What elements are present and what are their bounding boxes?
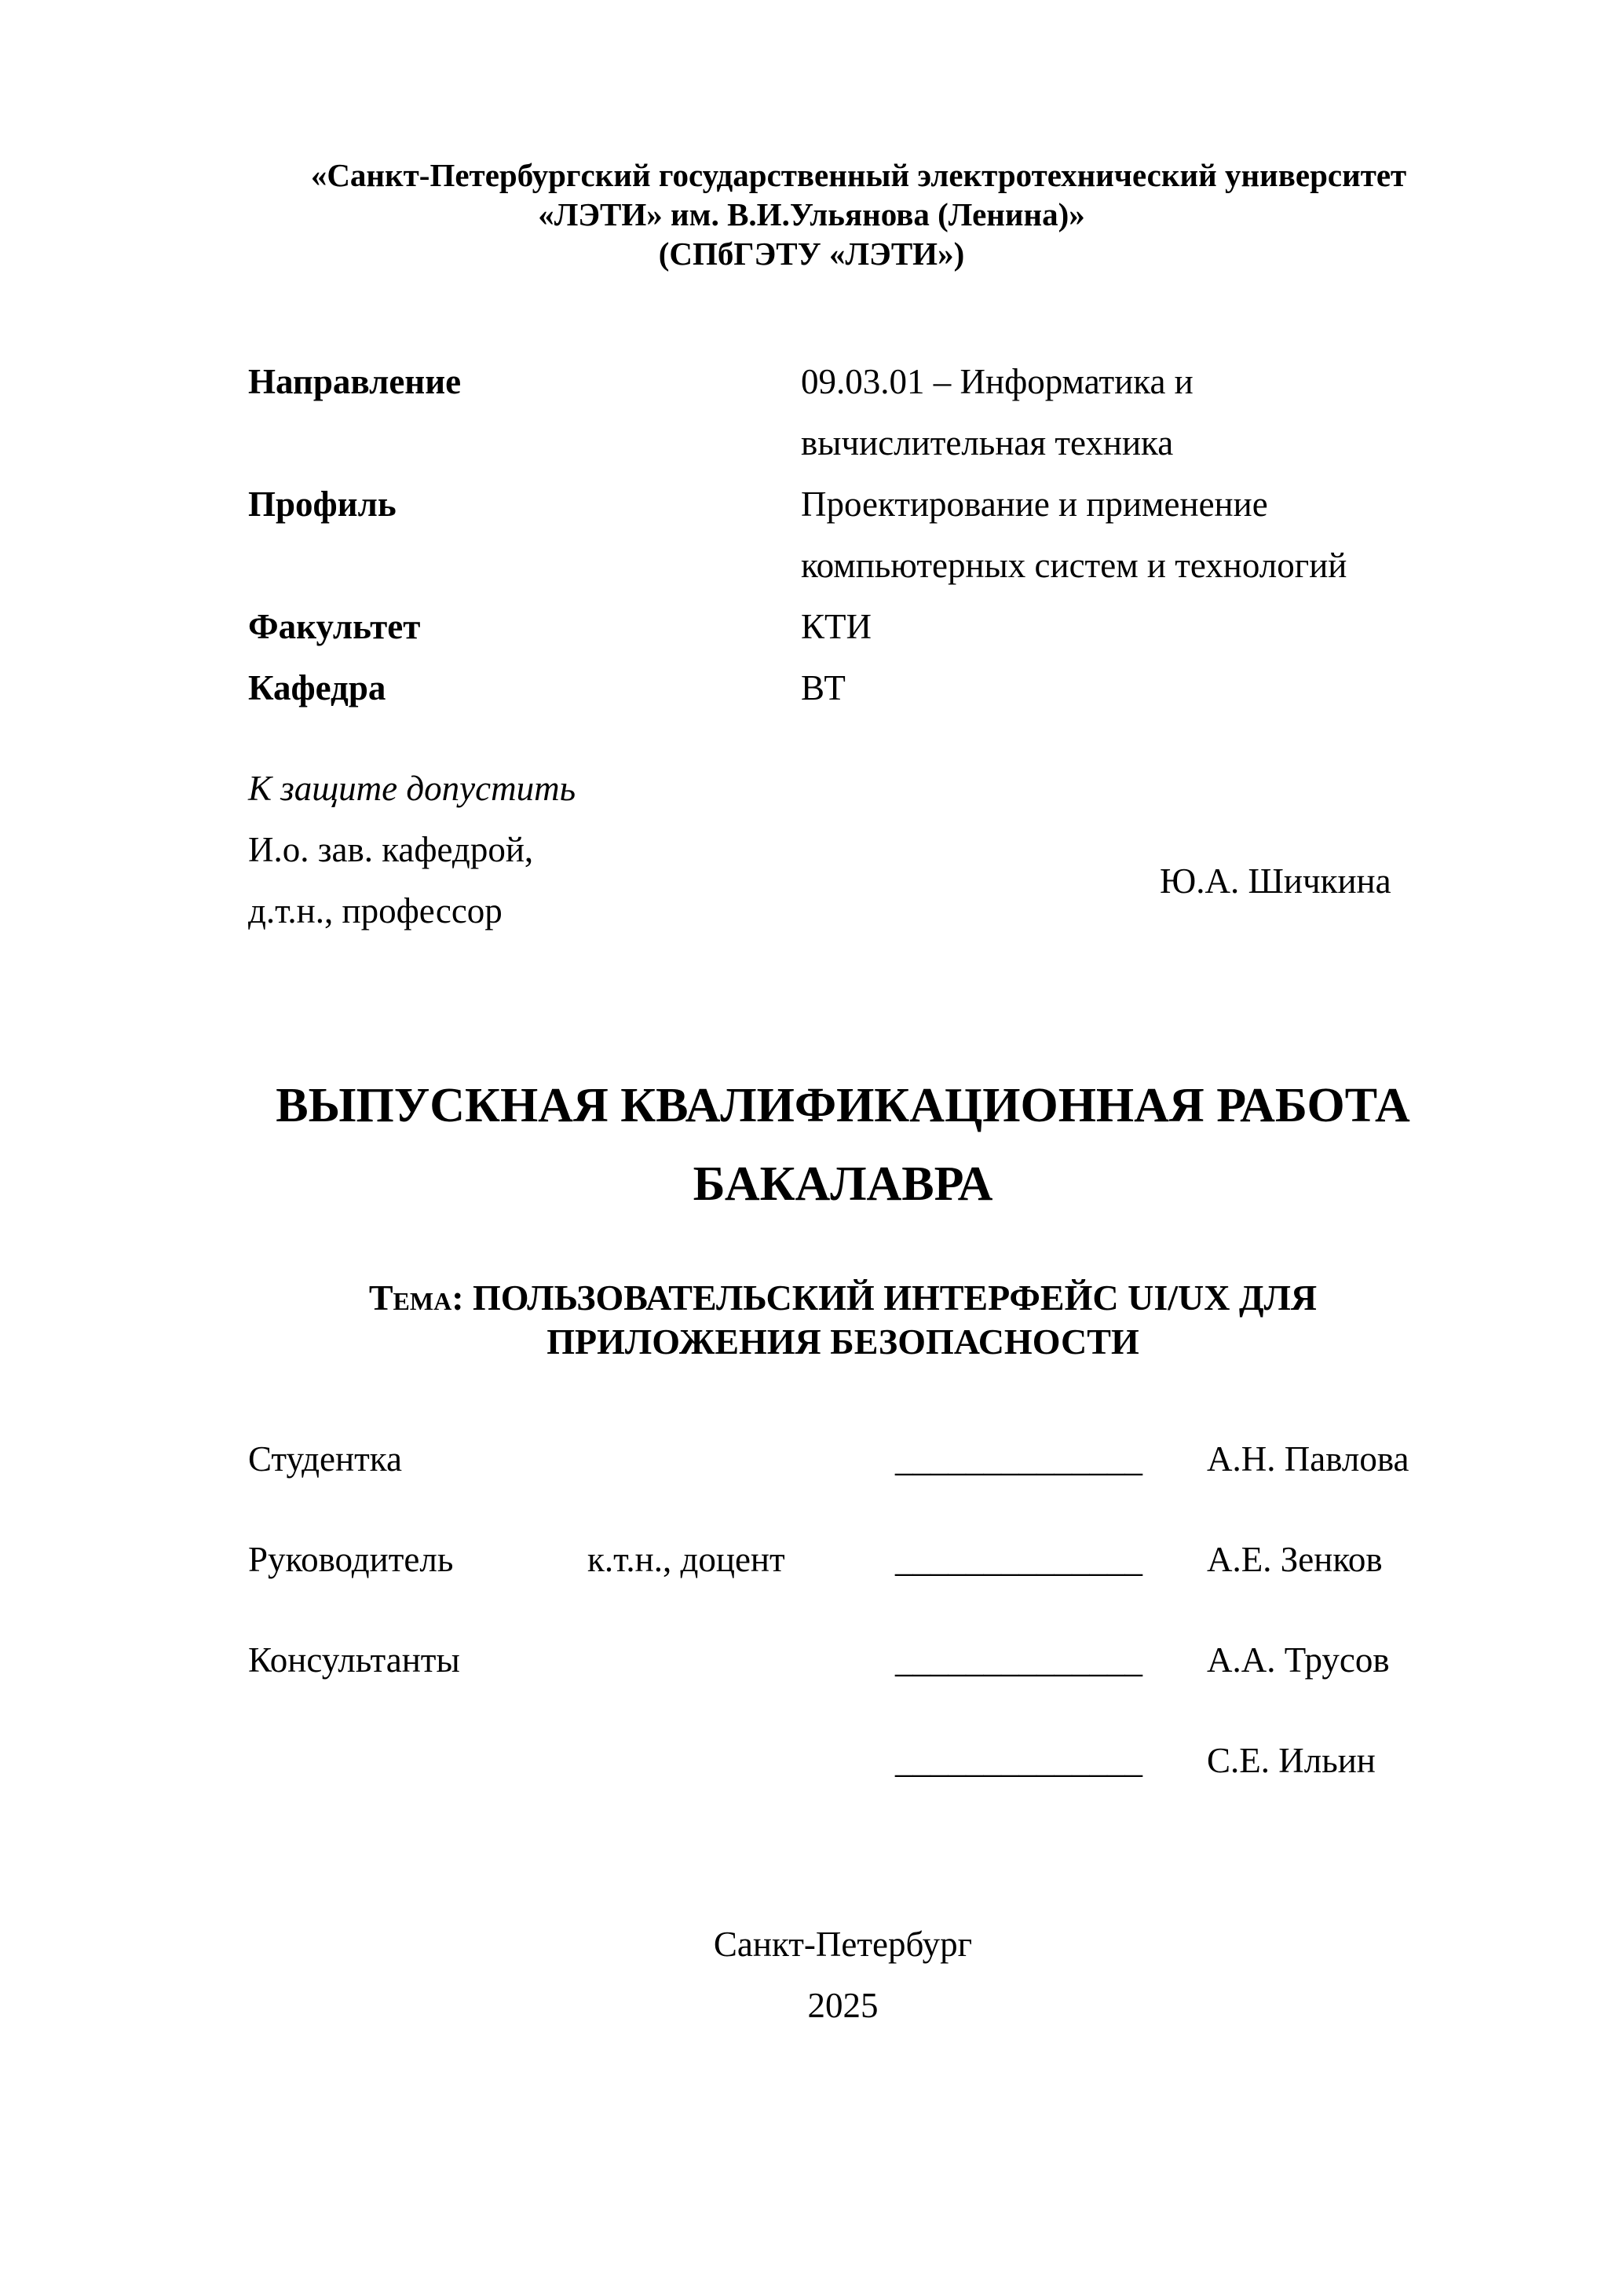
signature-role-consultants: Консультанты (248, 1640, 460, 1680)
topic-text-line1: ПОЛЬЗОВАТЕЛЬСКИЙ ИНТЕРФЕЙС UI/UX ДЛЯ (473, 1278, 1318, 1318)
signature-name-student: А.Н. Павлова (1207, 1439, 1409, 1479)
approver-position-line1: И.о. зав. кафедрой, (248, 830, 534, 869)
department-label: Кафедра (248, 668, 386, 707)
signature-role-supervisor: Руководитель (248, 1540, 454, 1579)
signature-name-consultant2: С.Е. Ильин (1207, 1741, 1376, 1780)
signature-degree-supervisor: к.т.н., доцент (587, 1540, 785, 1579)
signature-line-student: ______________ (895, 1439, 1142, 1479)
topic-line1 (31, 1276, 1623, 1320)
direction-label: Направление (248, 362, 462, 401)
signature-line-supervisor: ______________ (895, 1540, 1142, 1579)
direction-value-line2: вычислительная техника (801, 423, 1174, 462)
profile-value-line2: компьютерных систем и технологий (801, 546, 1347, 585)
university-abbreviation: (СПбГЭТУ «ЛЭТИ») (658, 236, 965, 272)
topic-label: Тема: (368, 1278, 464, 1318)
profile-value-line1: Проектирование и применение (801, 484, 1268, 524)
work-title-line1: ВЫПУСКНАЯ КВАЛИФИКАЦИОННАЯ РАБОТА (276, 1079, 1410, 1132)
profile-label: Профиль (248, 484, 397, 524)
signature-name-supervisor: А.Е. Зенков (1207, 1540, 1383, 1579)
year: 2025 (807, 1986, 879, 2025)
signature-role-student: Студентка (248, 1439, 402, 1479)
signature-name-consultant1: А.А. Трусов (1207, 1640, 1390, 1680)
university-name-line1: «Санкт-Петербургский государственный электротехнический университет (310, 157, 1407, 193)
faculty-label: Факультет (248, 607, 421, 646)
department-value: ВТ (801, 668, 846, 707)
faculty-value: КТИ (801, 607, 872, 646)
topic-text-line2: ПРИЛОЖЕНИЯ БЕЗОПАСНОСТИ (546, 1322, 1139, 1362)
approver-name: Ю.А. Шичкина (1160, 861, 1391, 901)
signature-line-consultant2: ______________ (895, 1741, 1142, 1780)
direction-value-line1: 09.03.01 – Информатика и (801, 362, 1193, 401)
approval-title: К защите допустить (248, 769, 576, 808)
work-title-line2: БАКАЛАВРА (693, 1157, 993, 1211)
city: Санкт-Петербург (713, 1925, 973, 1964)
signature-line-consultant1: ______________ (895, 1640, 1142, 1680)
university-name-line2: «ЛЭТИ» им. В.И.Ульянова (Ленина)» (538, 196, 1085, 232)
approver-position-line2: д.т.н., профессор (248, 891, 503, 930)
